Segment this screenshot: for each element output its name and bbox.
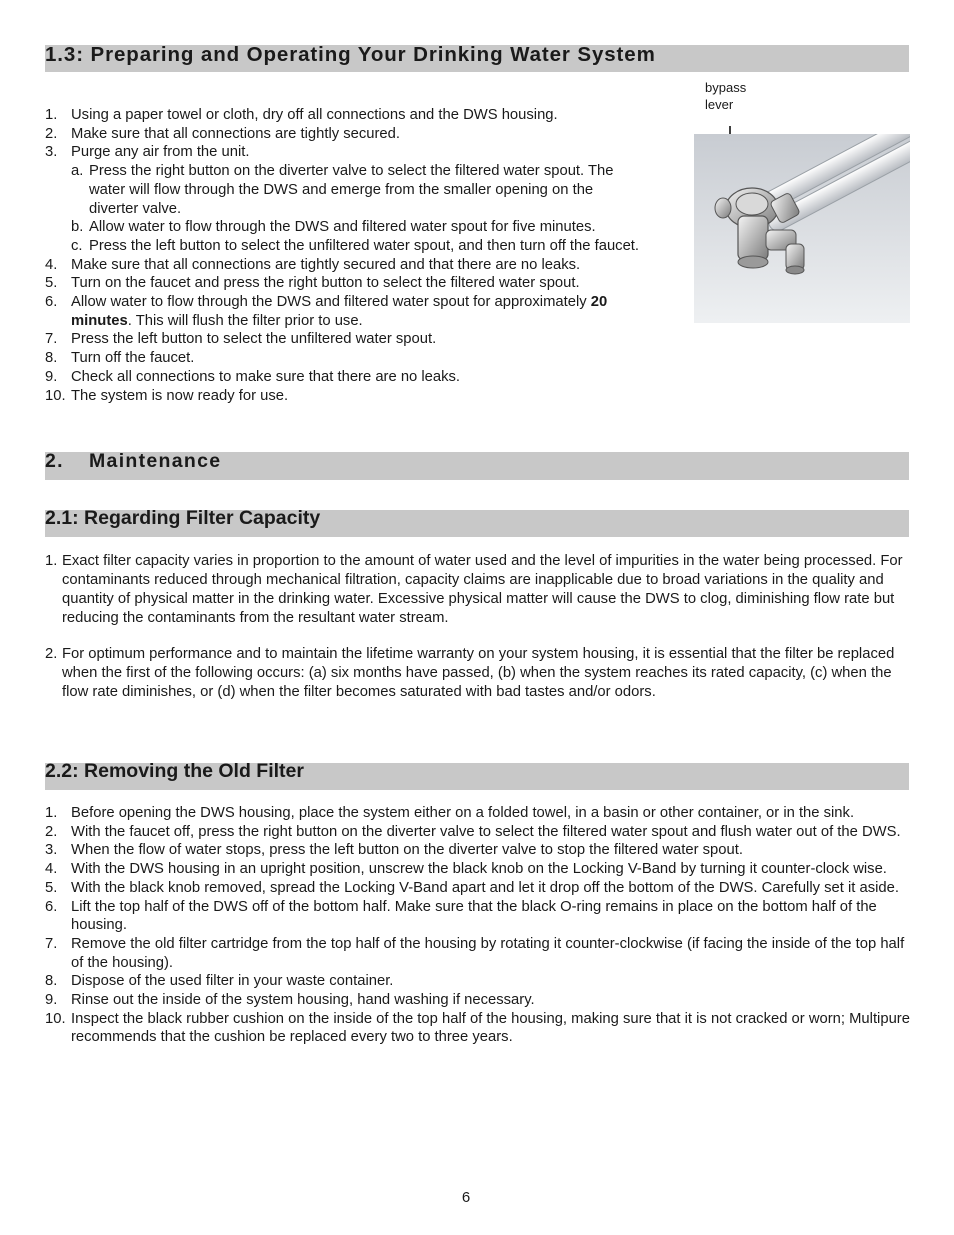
section-2-2-title: 2.2: Removing the Old Filter: [45, 760, 304, 782]
remove-filter-steps-list: [45, 804, 911, 1047]
list-item: 6. Lift the top half of the DWS off of the bottom half. Make sure that the black O-ring remains in place on the bottom half of the housing.: [45, 898, 877, 934]
list-item: 2. Make sure that all connections are tightly secured.: [45, 125, 400, 142]
list-item: 5. With the black knob removed, spread the Locking V-Band apart and let it drop off the bottom of the DWS. Carefully set it aside.: [45, 879, 899, 896]
section-2-header-bar: [45, 452, 909, 480]
list-item: 4. With the DWS housing in an upright position, unscrew the black knob on the Locking V-Band by turning it counter-clock wise.: [45, 861, 887, 878]
section-1-3-header-bar: [45, 45, 909, 72]
filter-capacity-paragraph-1: 1. Exact filter capacity varies in proportion to the amount of water used and the level of impurities in the water being processed. For contaminants reduced through mechanical filtration, capacity claims are inapplicable due to broad variations in the quality and quantity of physical matter in the drinking water. Excessive physical matter will cause the DWS to clog, diminishing flow rate but reducing the contaminants from the resultant water stream.: [45, 553, 903, 626]
section-2-1-title: 2.1: Regarding Filter Capacity: [45, 507, 321, 529]
list-item: 2. With the faucet off, press the right button on the diverter valve to select the filtered water spout and flush water out of the DWS.: [45, 823, 901, 840]
list-item: 1. Using a paper towel or cloth, dry off all connections and the DWS housing.: [45, 107, 558, 123]
emphasis-duration: 20 minutes: [71, 294, 608, 329]
list-item: 7. Press the left button to select the unfiltered water spout.: [45, 331, 437, 348]
operating-steps-list: [45, 106, 645, 405]
list-item: 6. Allow water to flow through the DWS and filtered water spout for approximately 20 minutes. This will flush the filter prior to use.: [45, 294, 608, 329]
page-number: 6: [461, 1189, 471, 1206]
list-item: 4. Make sure that all connections are tightly secured and that there are no leaks.: [45, 256, 581, 273]
list-item: 5. Turn on the faucet and press the right button to select the filtered water spout.: [45, 275, 580, 292]
section-1-3-title: 1.3: Preparing and Operating Your Drinking Water System: [45, 43, 656, 66]
figure-caption: bypass lever: [705, 80, 747, 112]
filter-capacity-paragraph-2: 2. For optimum performance and to maintain the lifetime warranty on your system housing, it is essential that the filter be replaced when the first of the following occurs: (a) six months have passed, (b) when the system reaches its rated capacity, (c) when the flow rate diminishes, or (d) when the filter becomes saturated with bad tastes and/or odors.: [45, 646, 895, 700]
list-item: 10. The system is now ready for use.: [45, 387, 289, 404]
sub-list-item: b. Allow water to flow through the DWS and filtered water spout for five minutes.: [71, 219, 596, 236]
list-item: 9. Rinse out the inside of the system housing, hand washing if necessary.: [45, 992, 535, 1009]
sub-list-item: c. Press the left button to select the unfiltered water spout, and then turn off the faucet.: [71, 237, 640, 254]
list-item: 8. Dispose of the used filter in your waste container.: [45, 973, 394, 990]
list-item: 8. Turn off the faucet.: [45, 350, 195, 367]
list-item: 1. Before opening the DWS housing, place the system either on a folded towel, in a basin or other container, or in the sink.: [45, 805, 855, 821]
list-item: 7. Remove the old filter cartridge from the top half of the housing by rotating it counter-clockwise (if facing the inside of the top half of the housing).: [45, 935, 905, 971]
sub-list-item: a. Press the right button on the diverter valve to select the filtered water spout. The water will flow through the DWS and emerge from the smaller opening on the diverter valve.: [71, 163, 614, 217]
list-item: 3. Purge any air from the unit.: [45, 144, 250, 161]
section-2-2-header-bar: [45, 760, 909, 790]
list-item: 9. Check all connections to make sure that there are no leaks.: [45, 368, 461, 385]
list-item: 3. When the flow of water stops, press the left button on the diverter valve to stop the filtered water spout.: [45, 842, 743, 859]
list-item: 10. Inspect the black rubber cushion on the inside of the top half of the housing, making sure that it is not cracked or worn; Multipure recommends that the cushion be replaced every two to three years.: [45, 1010, 910, 1046]
diverter-valve-illustration: [694, 134, 910, 323]
section-2-title: 2. Maintenance: [45, 450, 222, 472]
section-2-1-header-bar: [45, 507, 909, 537]
